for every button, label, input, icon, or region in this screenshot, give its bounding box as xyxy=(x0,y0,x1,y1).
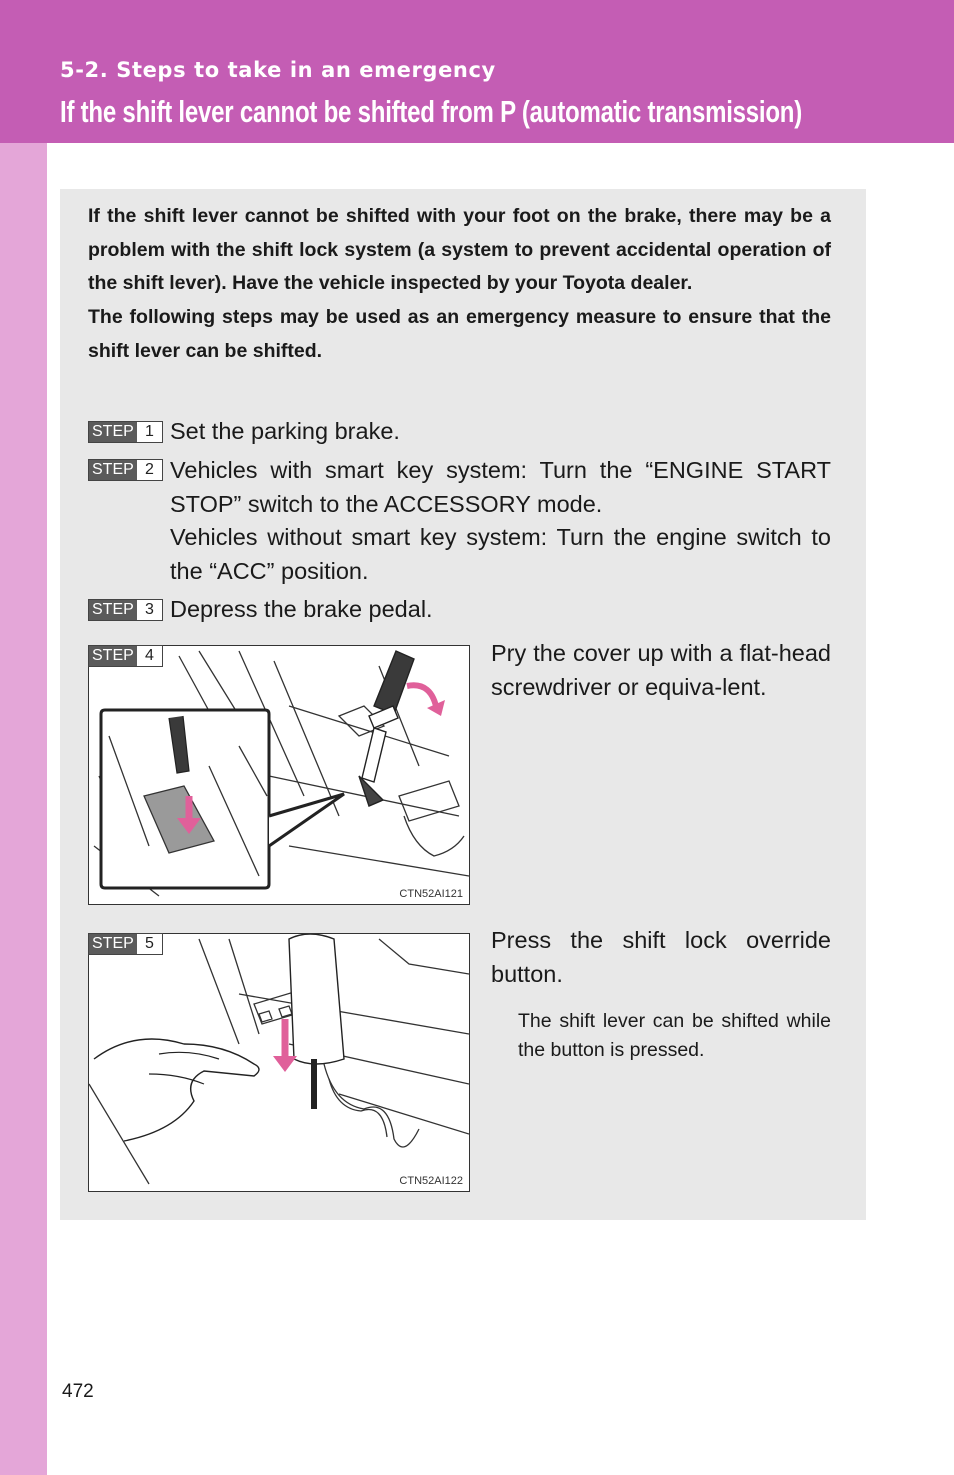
step-badge-2 xyxy=(88,459,163,481)
step-badge-word: STEP xyxy=(89,646,137,666)
screwdriver-illustration xyxy=(89,646,469,904)
intro-paragraph-1: If the shift lever cannot be shifted with your foot on the brake, there may be a problem with the shift lock system (a system to prevent accidental operation of the shift lever). Have the vehicle inspected by your Toyota dealer. xyxy=(88,205,831,295)
step-5-note: The shift lever can be shifted while the button is pressed. xyxy=(518,1010,831,1061)
step-5-illustration xyxy=(88,933,470,1192)
step-badge-number: 3 xyxy=(137,600,162,620)
step-2-line-no-smart-key: Vehicles without smart key system: Turn the engine switch to the “ACC” position. xyxy=(170,524,831,585)
step-badge-word: STEP xyxy=(89,460,137,480)
step-5-text: Press the shift lock override button. xyxy=(491,927,831,987)
step-4-text: Pry the cover up with a flat-head screwdriver or equiva-lent. xyxy=(491,640,831,700)
step-badge-number: 4 xyxy=(137,646,162,666)
step-badge-number: 5 xyxy=(137,934,162,954)
section-label: 5-2. Steps to take in an emergency xyxy=(60,58,496,82)
page-number: 472 xyxy=(62,1381,94,1402)
figure-code: CTN52AI121 xyxy=(399,888,463,900)
step-badge-word: STEP xyxy=(89,422,137,442)
step-badge-5 xyxy=(88,933,163,955)
override-button-illustration xyxy=(89,934,469,1191)
step-2-text xyxy=(170,454,831,589)
step-badge-word: STEP xyxy=(89,600,137,620)
step-badge-word: STEP xyxy=(89,934,137,954)
step-1-text: Set the parking brake. xyxy=(170,418,400,444)
step-badge-number: 1 xyxy=(137,422,162,442)
page-title: If the shift lever cannot be shifted from P (automatic transmission) xyxy=(60,94,803,129)
step-3-text: Depress the brake pedal. xyxy=(170,596,433,622)
page-header xyxy=(0,0,954,143)
step-badge-3 xyxy=(88,599,163,621)
step-badge-1 xyxy=(88,421,163,443)
intro-paragraph-2: The following steps may be used as an emergency measure to ensure that the shift lever can be shifted. xyxy=(88,306,831,362)
step-2-line-smart-key: Vehicles with smart key system: Turn the “ENGINE START STOP” switch to the ACCESSORY mode. xyxy=(170,457,831,517)
intro-text xyxy=(88,200,831,369)
figure-code: CTN52AI122 xyxy=(399,1175,463,1187)
side-tab-strip xyxy=(0,143,47,1475)
step-badge-number: 2 xyxy=(137,460,162,480)
step-badge-4 xyxy=(88,645,163,667)
step-4-illustration xyxy=(88,645,470,905)
